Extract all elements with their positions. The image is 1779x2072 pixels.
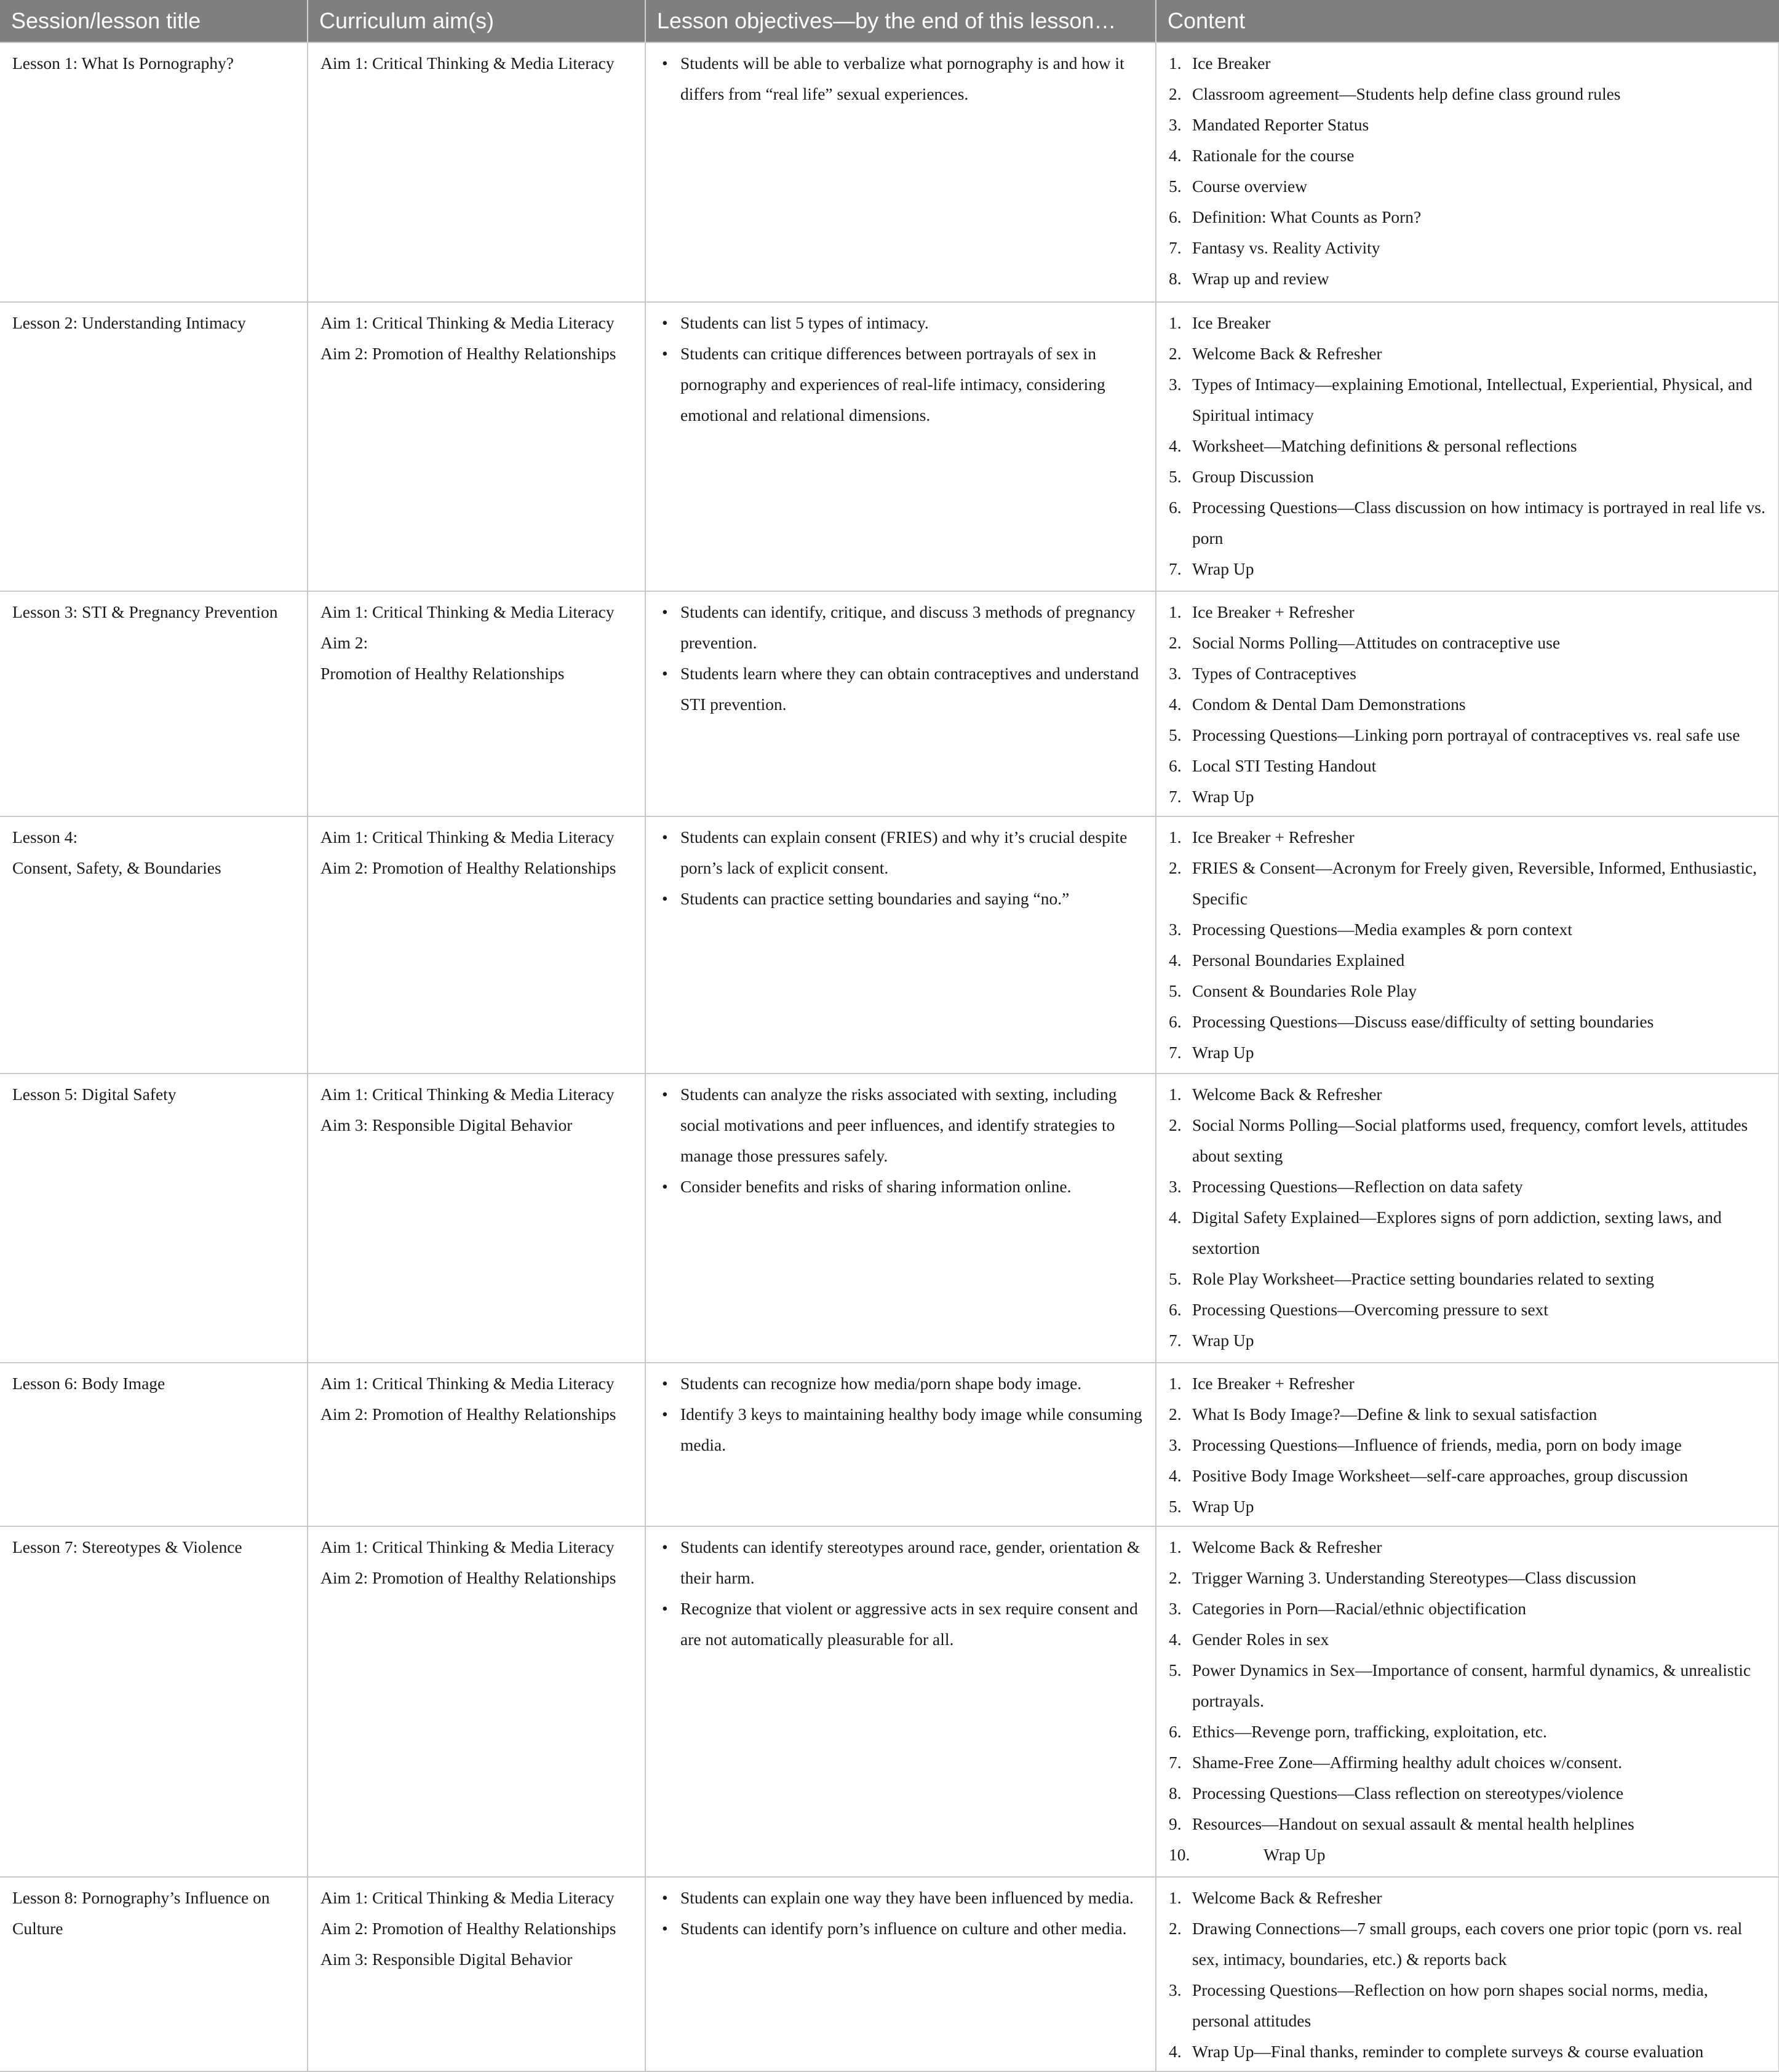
cell-session-title	[0, 302, 308, 591]
lesson-title-line: Lesson 4:	[12, 827, 78, 847]
objective-item: • Students can analyze the risks associated with sexting, including social motivations and peer influences, and identify strategies to manage those pressures safely.	[680, 1079, 1144, 1171]
content-list	[1169, 822, 1767, 1068]
content-item	[1169, 431, 1767, 461]
objective-item: • Students can explain one way they have been influenced by media.	[680, 1883, 1144, 1913]
cell-content	[1156, 1526, 1779, 1877]
content-item-number: 3.	[1169, 115, 1182, 134]
cell-content	[1156, 1074, 1779, 1363]
content-item-text: Course overview	[1192, 177, 1308, 196]
content-item-number: 6.	[1169, 1012, 1182, 1031]
content-list	[1169, 1532, 1767, 1870]
content-item-number: 2.	[1169, 84, 1182, 103]
table-row	[0, 42, 1779, 302]
content-item-number: 2.	[1169, 1405, 1182, 1424]
cell-lesson-objectives	[645, 816, 1156, 1074]
aim-line: Aim 2: Promotion of Healthy Relationships	[320, 344, 616, 363]
cell-curriculum-aims	[308, 42, 645, 302]
content-item-number: 1.	[1169, 1085, 1182, 1104]
content-item	[1169, 1716, 1767, 1747]
content-item-number: 8.	[1169, 269, 1182, 288]
content-item-text: Fantasy vs. Reality Activity	[1192, 238, 1380, 257]
content-item-number: 5.	[1169, 1660, 1182, 1680]
content-list	[1169, 308, 1767, 584]
content-item-text: Worksheet—Matching definitions & personal reflections	[1192, 436, 1577, 455]
cell-curriculum-aims	[308, 1074, 645, 1363]
content-item-text: Personal Boundaries Explained	[1192, 950, 1405, 970]
content-item	[1169, 369, 1767, 431]
content-item	[1169, 1563, 1767, 1593]
content-item-text: Group Discussion	[1192, 467, 1314, 486]
content-item	[1169, 1593, 1767, 1624]
objectives-list	[658, 308, 1144, 431]
content-item	[1169, 338, 1767, 369]
cell-content	[1156, 302, 1779, 591]
objectives-list	[658, 1883, 1144, 1944]
content-list	[1169, 597, 1767, 812]
content-item-text: Ice Breaker	[1192, 313, 1271, 332]
cell-curriculum-aims	[308, 1363, 645, 1526]
aim-line: Aim 2: Promotion of Healthy Relationships	[320, 1568, 616, 1587]
lesson-title-line: Lesson 6: Body Image	[12, 1374, 165, 1393]
aim-line: Promotion of Healthy Relationships	[320, 664, 565, 683]
content-item-number: 8.	[1169, 1783, 1182, 1803]
content-item-text: Processing Questions—Class reflection on stereotypes/violence	[1192, 1783, 1624, 1803]
objective-item: • Students can identify stereotypes around race, gender, orientation & their harm.	[680, 1532, 1144, 1593]
content-item-text: Classroom agreement—Students help define class ground rules	[1192, 84, 1621, 103]
content-item	[1169, 1747, 1767, 1778]
content-item-number: 3.	[1169, 1599, 1182, 1618]
content-item-text: Resources—Handout on sexual assault & mental health helplines	[1192, 1814, 1634, 1833]
content-list	[1169, 48, 1767, 294]
content-item-text: Ice Breaker + Refresher	[1192, 1374, 1355, 1393]
content-item-text: Condom & Dental Dam Demonstrations	[1192, 695, 1466, 714]
objective-item: • Students will be able to verbalize what pornography is and how it differs from “real life” sexual experiences.	[680, 48, 1144, 110]
content-item	[1169, 492, 1767, 554]
table-row	[0, 591, 1779, 816]
table-row	[0, 1526, 1779, 1877]
content-item-text: Welcome Back & Refresher	[1192, 1085, 1382, 1104]
content-item-number: 3.	[1169, 1435, 1182, 1454]
content-item	[1169, 263, 1767, 294]
content-item	[1169, 1079, 1767, 1110]
content-item-number: 2.	[1169, 344, 1182, 363]
cell-lesson-objectives	[645, 1877, 1156, 2071]
cell-content	[1156, 1877, 1779, 2071]
cell-curriculum-aims	[308, 1526, 645, 1877]
content-item	[1169, 140, 1767, 171]
aim-line: Aim 1: Critical Thinking & Media Literacy	[320, 827, 615, 847]
content-item-text: Wrap Up	[1192, 1331, 1254, 1350]
content-item-number: 3.	[1169, 1177, 1182, 1196]
content-item	[1169, 1809, 1767, 1839]
content-item	[1169, 628, 1767, 658]
content-item-number: 3.	[1169, 920, 1182, 939]
content-item-number: 3.	[1169, 664, 1182, 683]
content-item-text: Role Play Worksheet—Practice setting boundaries related to sexting	[1192, 1269, 1655, 1288]
content-item-number: 4.	[1169, 1466, 1182, 1485]
content-item-text: Social Norms Polling—Attitudes on contraceptive use	[1192, 633, 1561, 652]
table-header	[0, 0, 1779, 42]
content-item-number: 6.	[1169, 1300, 1182, 1319]
content-item	[1169, 1975, 1767, 2036]
content-item-text: Power Dynamics in Sex—Importance of consent, harmful dynamics, & unrealistic portrayals.	[1192, 1660, 1751, 1710]
content-item	[1169, 1460, 1767, 1491]
content-item-number: 3.	[1169, 375, 1182, 394]
cell-curriculum-aims	[308, 302, 645, 591]
content-item	[1169, 1202, 1767, 1264]
content-item	[1169, 1430, 1767, 1460]
content-item-text: Local STI Testing Handout	[1192, 756, 1377, 775]
header-content: Content	[1156, 0, 1779, 42]
aim-line: Aim 1: Critical Thinking & Media Literacy	[320, 1085, 615, 1104]
content-list	[1169, 1079, 1767, 1356]
content-item	[1169, 308, 1767, 338]
table-row	[0, 1363, 1779, 1526]
objective-item: • Students can identify, critique, and discuss 3 methods of pregnancy prevention.	[680, 597, 1144, 658]
content-item-number: 2.	[1169, 1919, 1182, 1938]
content-item-number: 2.	[1169, 1115, 1182, 1134]
content-item-text: Ice Breaker	[1192, 54, 1271, 73]
content-item-text: Wrap Up—Final thanks, reminder to complete surveys & course evaluation	[1192, 2042, 1704, 2061]
content-item-text: Trigger Warning 3. Understanding Stereotypes—Class discussion	[1192, 1568, 1636, 1587]
content-item-text: Definition: What Counts as Porn?	[1192, 207, 1422, 226]
header-lesson-objectives: Lesson objectives—by the end of this lesson…	[645, 0, 1156, 42]
content-item-number: 1.	[1169, 1537, 1182, 1556]
aim-line: Aim 1: Critical Thinking & Media Literacy	[320, 1374, 615, 1393]
objectives-list	[658, 822, 1144, 914]
content-item	[1169, 1883, 1767, 1913]
content-item-text: Welcome Back & Refresher	[1192, 1888, 1382, 1907]
cell-session-title	[0, 42, 308, 302]
content-item-text: Wrap Up	[1192, 1497, 1254, 1516]
content-item	[1169, 1913, 1767, 1975]
cell-session-title	[0, 1074, 308, 1363]
content-item-number: 6.	[1169, 498, 1182, 517]
aim-line: Aim 1: Critical Thinking & Media Literacy	[320, 313, 615, 332]
content-item-number: 1.	[1169, 1888, 1182, 1907]
aim-line: Aim 3: Responsible Digital Behavior	[320, 1115, 573, 1134]
content-item	[1169, 1532, 1767, 1563]
content-item-text: Welcome Back & Refresher	[1192, 1537, 1382, 1556]
objectives-list	[658, 597, 1144, 720]
content-item-text: Shame-Free Zone—Affirming healthy adult choices w/consent.	[1192, 1753, 1623, 1772]
content-item-number: 6.	[1169, 1722, 1182, 1741]
content-item-number: 6.	[1169, 207, 1182, 226]
content-item-text: Mandated Reporter Status	[1192, 115, 1369, 134]
objective-item: • Students can practice setting boundaries and saying “no.”	[680, 883, 1144, 914]
content-item-text: Welcome Back & Refresher	[1192, 344, 1382, 363]
content-item	[1169, 1368, 1767, 1399]
content-item	[1169, 945, 1767, 976]
content-item	[1169, 48, 1767, 79]
objectives-list	[658, 1532, 1144, 1655]
content-item	[1169, 1171, 1767, 1202]
content-item-number: 5.	[1169, 1269, 1182, 1288]
content-item	[1169, 853, 1767, 914]
aim-line: Aim 1: Critical Thinking & Media Literacy	[320, 1888, 615, 1907]
content-item	[1169, 1655, 1767, 1716]
table-row	[0, 816, 1779, 1074]
aim-line: Aim 1: Critical Thinking & Media Literacy	[320, 602, 615, 621]
objective-item: • Students can list 5 types of intimacy.	[680, 308, 1144, 338]
content-item-number: 5.	[1169, 725, 1182, 744]
content-item-number: 6.	[1169, 756, 1182, 775]
aim-line: Aim 2: Promotion of Healthy Relationships	[320, 1405, 616, 1424]
header-curriculum-aims: Curriculum aim(s)	[308, 0, 645, 42]
cell-content	[1156, 816, 1779, 1074]
aim-line: Aim 2:	[320, 633, 368, 652]
content-item-text: Positive Body Image Worksheet—self-care approaches, group discussion	[1192, 1466, 1689, 1485]
content-item	[1169, 914, 1767, 945]
content-item	[1169, 1294, 1767, 1325]
content-item-text: Wrap up and review	[1192, 269, 1329, 288]
cell-session-title	[0, 816, 308, 1074]
header-row	[0, 0, 1779, 42]
content-item	[1169, 689, 1767, 720]
content-item	[1169, 1491, 1767, 1522]
content-item-number: 4.	[1169, 1208, 1182, 1227]
content-item-number: 4.	[1169, 146, 1182, 165]
content-item	[1169, 79, 1767, 110]
cell-content	[1156, 1363, 1779, 1526]
content-item-text: Processing Questions—Class discussion on how intimacy is portrayed in real life vs. porn	[1192, 498, 1765, 548]
content-item-text: Consent & Boundaries Role Play	[1192, 981, 1417, 1000]
lesson-title-line: Lesson 2: Understanding Intimacy	[12, 313, 246, 332]
cell-session-title	[0, 1363, 308, 1526]
content-item-text: Processing Questions—Discuss ease/difficulty of setting boundaries	[1192, 1012, 1654, 1031]
content-item-text: What Is Body Image?—Define & link to sexual satisfaction	[1192, 1405, 1598, 1424]
content-item-number: 5.	[1169, 467, 1182, 486]
content-item-number: 5.	[1169, 981, 1182, 1000]
content-item-number: 9.	[1169, 1814, 1182, 1833]
aim-line: Aim 1: Critical Thinking & Media Literacy	[320, 54, 615, 73]
content-item	[1169, 1110, 1767, 1171]
content-item	[1169, 2036, 1767, 2067]
content-item-number: 1.	[1169, 1374, 1182, 1393]
aim-line: Aim 2: Promotion of Healthy Relationships	[320, 858, 616, 877]
lesson-title-line: Lesson 1: What Is Pornography?	[12, 54, 234, 73]
content-item-text: Drawing Connections—7 small groups, each covers one prior topic (porn vs. real sex, intimacy, boundaries, etc.) & reports back	[1192, 1919, 1743, 1969]
cell-session-title	[0, 591, 308, 816]
content-item	[1169, 110, 1767, 140]
content-item-text: Categories in Porn—Racial/ethnic objectification	[1192, 1599, 1526, 1618]
cell-lesson-objectives	[645, 1363, 1156, 1526]
cell-session-title	[0, 1526, 308, 1877]
cell-lesson-objectives	[645, 1526, 1156, 1877]
content-item-text: FRIES & Consent—Acronym for Freely given, Reversible, Informed, Enthusiastic, Specific	[1192, 858, 1757, 908]
objectives-list	[658, 48, 1144, 110]
content-item-text: Wrap Up	[1192, 559, 1254, 578]
content-item-number: 4.	[1169, 1630, 1182, 1649]
content-item-text: Ethics—Revenge porn, trafficking, exploitation, etc.	[1192, 1722, 1547, 1741]
objectives-list	[658, 1079, 1144, 1202]
content-item	[1169, 976, 1767, 1006]
content-item-text: Ice Breaker + Refresher	[1192, 602, 1355, 621]
objective-item: • Identify 3 keys to maintaining healthy body image while consuming media.	[680, 1399, 1144, 1460]
objective-item: • Consider benefits and risks of sharing information online.	[680, 1171, 1144, 1202]
content-item	[1169, 751, 1767, 781]
cell-session-title	[0, 1877, 308, 2071]
content-item-text: Processing Questions—Influence of friends, media, porn on body image	[1192, 1435, 1682, 1454]
content-item-text: Types of Intimacy—explaining Emotional, Intellectual, Experiential, Physical, and Spiritual intimacy	[1192, 375, 1753, 424]
content-item-text: Gender Roles in sex	[1192, 1630, 1329, 1649]
content-item-number: 2.	[1169, 633, 1182, 652]
table-row	[0, 1877, 1779, 2071]
content-item-text: Wrap Up	[1192, 787, 1254, 806]
objective-item: • Students learn where they can obtain contraceptives and understand STI prevention.	[680, 658, 1144, 720]
content-item	[1169, 1325, 1767, 1356]
content-item	[1169, 1778, 1767, 1809]
header-session-title: Session/lesson title	[0, 0, 308, 42]
content-item	[1169, 1006, 1767, 1037]
content-item-text: Types of Contraceptives	[1192, 664, 1356, 683]
content-item-number: 2.	[1169, 1568, 1182, 1587]
cell-curriculum-aims	[308, 816, 645, 1074]
content-item-text: Wrap Up	[1192, 1043, 1254, 1062]
table-body	[0, 42, 1779, 2071]
objective-item: • Students can explain consent (FRIES) and why it’s crucial despite porn’s lack of explicit consent.	[680, 822, 1144, 883]
cell-curriculum-aims	[308, 591, 645, 816]
lesson-title-line: Lesson 3: STI & Pregnancy Prevention	[12, 602, 278, 621]
content-item-number: 4.	[1169, 436, 1182, 455]
content-item-number: 1.	[1169, 54, 1182, 73]
content-item-number: 2.	[1169, 858, 1182, 877]
content-item-number: 7.	[1169, 787, 1182, 806]
content-item	[1169, 461, 1767, 492]
content-item	[1169, 1839, 1767, 1870]
lesson-title-line: Lesson 8: Pornography’s Influence on Culture	[12, 1888, 270, 1938]
content-item	[1169, 554, 1767, 584]
content-item-number: 4.	[1169, 950, 1182, 970]
aim-line: Aim 1: Critical Thinking & Media Literacy	[320, 1537, 615, 1556]
content-item-number: 1.	[1169, 313, 1182, 332]
objective-item: • Students can critique differences between portrayals of sex in pornography and experiences of real-life intimacy, considering emotional and relational dimensions.	[680, 338, 1144, 431]
content-item-number: 1.	[1169, 602, 1182, 621]
content-item-number: 10.	[1169, 1845, 1190, 1864]
content-item	[1169, 720, 1767, 751]
content-list	[1169, 1883, 1767, 2067]
objective-item: • Recognize that violent or aggressive acts in sex require consent and are not automatically pleasurable for all.	[680, 1593, 1144, 1655]
content-item-text: Ice Breaker + Refresher	[1192, 827, 1355, 847]
content-item-number: 7.	[1169, 559, 1182, 578]
content-item-number: 7.	[1169, 238, 1182, 257]
aim-line: Aim 3: Responsible Digital Behavior	[320, 1950, 573, 1969]
content-item	[1169, 597, 1767, 628]
content-item	[1169, 171, 1767, 202]
content-item-number: 7.	[1169, 1753, 1182, 1772]
content-item-text: Processing Questions—Overcoming pressure to sext	[1192, 1300, 1548, 1319]
lesson-title-line: Consent, Safety, & Boundaries	[12, 858, 221, 877]
content-item-number: 1.	[1169, 827, 1182, 847]
content-item-text: Processing Questions—Reflection on data safety	[1192, 1177, 1523, 1196]
content-item-text: Wrap Up	[1264, 1845, 1326, 1864]
content-item	[1169, 658, 1767, 689]
cell-content	[1156, 591, 1779, 816]
content-item	[1169, 1399, 1767, 1430]
content-item-number: 7.	[1169, 1331, 1182, 1350]
content-item	[1169, 1037, 1767, 1068]
content-item-text: Processing Questions—Reflection on how porn shapes social norms, media, personal attitudes	[1192, 1980, 1708, 2030]
content-item	[1169, 202, 1767, 233]
content-item-text: Processing Questions—Linking porn portrayal of contraceptives vs. real safe use	[1192, 725, 1740, 744]
aim-line: Aim 2: Promotion of Healthy Relationships	[320, 1919, 616, 1938]
content-item-number: 4.	[1169, 695, 1182, 714]
content-list	[1169, 1368, 1767, 1522]
content-item-number: 7.	[1169, 1043, 1182, 1062]
cell-lesson-objectives	[645, 1074, 1156, 1363]
content-item-text: Social Norms Polling—Social platforms used, frequency, comfort levels, attitudes about sexting	[1192, 1115, 1748, 1165]
lesson-title-line: Lesson 5: Digital Safety	[12, 1085, 177, 1104]
objectives-list	[658, 1368, 1144, 1460]
content-item-number: 5.	[1169, 1497, 1182, 1516]
objective-item: • Students can identify porn’s influence on culture and other media.	[680, 1913, 1144, 1944]
cell-curriculum-aims	[308, 1877, 645, 2071]
lesson-title-line: Lesson 7: Stereotypes & Violence	[12, 1537, 242, 1556]
content-item	[1169, 1264, 1767, 1294]
table-row	[0, 1074, 1779, 1363]
cell-lesson-objectives	[645, 302, 1156, 591]
content-item-number: 5.	[1169, 177, 1182, 196]
content-item	[1169, 233, 1767, 263]
content-item	[1169, 781, 1767, 812]
content-item-text: Processing Questions—Media examples & porn context	[1192, 920, 1572, 939]
cell-lesson-objectives	[645, 591, 1156, 816]
content-item-text: Digital Safety Explained—Explores signs of porn addiction, sexting laws, and sextortion	[1192, 1208, 1722, 1257]
content-item-number: 4.	[1169, 2042, 1182, 2061]
content-item	[1169, 822, 1767, 853]
content-item-text: Rationale for the course	[1192, 146, 1355, 165]
cell-lesson-objectives	[645, 42, 1156, 302]
table-row	[0, 302, 1779, 591]
content-item-number: 3.	[1169, 1980, 1182, 1999]
cell-content	[1156, 42, 1779, 302]
content-item	[1169, 1624, 1767, 1655]
objective-item: • Students can recognize how media/porn shape body image.	[680, 1368, 1144, 1399]
